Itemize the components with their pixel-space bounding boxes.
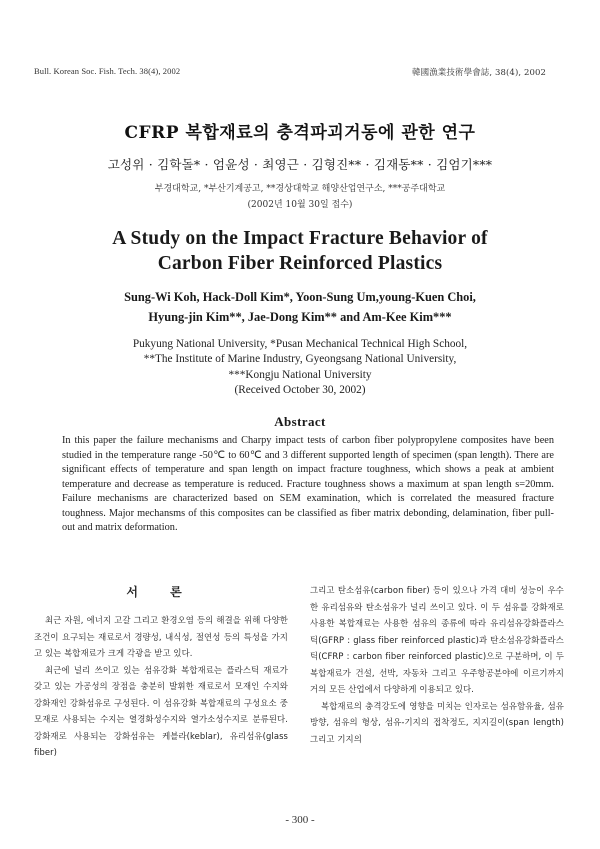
- korean-received-date: (2002년 10월 30일 접수): [247, 200, 353, 210]
- korean-authors: 고성위 · 김학돌* · 엄윤성 · 최영근 · 김형진** · 김재동** · 김엄기***: [107, 157, 493, 172]
- right-paragraph-2: 복합재료의 충격강도에 영향을 미치는 인자로는 섬유함유율, 섬유방향, 섬유의 형상, 섬유-기지의 접착정도, 지지길이(span length) 그리고 기지의: [310, 700, 564, 744]
- english-authors-line-2: Hyung-jin Kim**, Jae-Dong Kim** and Am-Kee Kim***: [148, 310, 452, 324]
- english-title-line-2: Carbon Fiber Reinforced Plastics: [157, 253, 443, 274]
- abstract-body: [62, 434, 554, 536]
- left-paragraph-2: 최근에 널리 쓰이고 있는 섬유강화 복합재료는 플라스틱 재료가 갖고 있는 가공성의 장점을 충분히 발휘한 재료로서 모재인 수지와 강화재인 강화섬유로 구성된다. 이 섬유강화 복합재료의 구성요소 중 모재로 사용되는 수지는 열경화성수지와 열가소성수지로 분류된다. 강화재로 사용되는 강화섬유는 케블라(keblar), 유리섬유(glass fiber): [34, 664, 288, 757]
- abstract-text: In this paper the failure mechanisms and Charpy impact tests of carbon fiber polypropylene composites have been studied in the temperature range -50℃ to 60℃ and 3 different supported length of specimen (span length). There are significant effects of temperature and span length on impact fracture toughness, which shows a peak at ambient temperature and decrease as temperature is reduced. Fracture toughness shows a maximum at span length s=20mm. Failure mechanisms are characterized based on SEM examination, which is correlated the measured fracture toughness. Major mechansms of this composites can be classified as fiber matrix debonding, delamination, fiber pull-out and matrix deformation.: [62, 435, 554, 533]
- journal-header-korean: 韓國漁業技術學會誌, 38(4), 2002: [412, 68, 546, 78]
- section-heading-introduction: 서 론: [126, 585, 196, 599]
- journal-header-english: Bull. Korean Soc. Fish. Tech. 38(4), 2002: [34, 66, 181, 76]
- english-affiliation-line-1: Pukyung National University, *Pusan Mechanical Technical High School,: [132, 338, 468, 350]
- english-authors-line-1: Sung-Wi Koh, Hack-Doll Kim*, Yoon-Sung Um,young-Kuen Choi,: [124, 290, 476, 304]
- english-title: [0, 226, 600, 276]
- korean-title: CFRP 복합재료의 충격파괴거동에 관한 연구: [124, 123, 476, 143]
- right-paragraph-1: 그리고 탄소섬유(carbon fiber) 등이 있으나 가격 대비 성능이 우수한 유리섬유와 탄소섬유가 널리 쓰이고 있다. 이 두 섬유를 강화재로 사용한 복합재료는 사용한 섬유의 종류에 따라 유리섬유강화플라스틱(GFRP : glass fiber reinforced plastic)과 탄소섬유강화플라스틱(CFRP : carbon fiber reinforced plastic)으로 구분하며, 이 두 복합재료가 건설, 선박, 자동차 그리고 우주항공분야에 이르기까지 거의 모든 산업에서 다양하게 이용되고 있다.: [310, 585, 564, 694]
- body-right-column: [310, 582, 564, 747]
- body-left-column: [34, 612, 288, 761]
- english-affiliation-line-2: **The Institute of Marine Industry, Gyeongsang National University,: [143, 353, 457, 366]
- korean-affiliation: 부경대학교, *부산기계공고, **경상대학교 해양산업연구소, ***공주대학교: [154, 184, 446, 194]
- english-authors: [0, 287, 600, 327]
- abstract-heading: Abstract: [274, 414, 326, 429]
- english-affiliation-line-3: ***Kongju National University: [228, 368, 372, 381]
- page-number: - 300 -: [285, 814, 315, 826]
- english-title-line-1: A Study on the Impact Fracture Behavior of: [112, 228, 488, 249]
- english-received-date: (Received October 30, 2002): [234, 383, 366, 396]
- english-affiliation: [0, 337, 600, 398]
- left-paragraph-1: 최근 자원, 에너지 고갈 그리고 환경오염 등의 해결을 위해 다양한 조건이 요구되는 재료로서 경량성, 내식성, 절연성 등의 특성을 가지고 있는 복합재료가 크게 각광을 받고 있다.: [34, 615, 288, 658]
